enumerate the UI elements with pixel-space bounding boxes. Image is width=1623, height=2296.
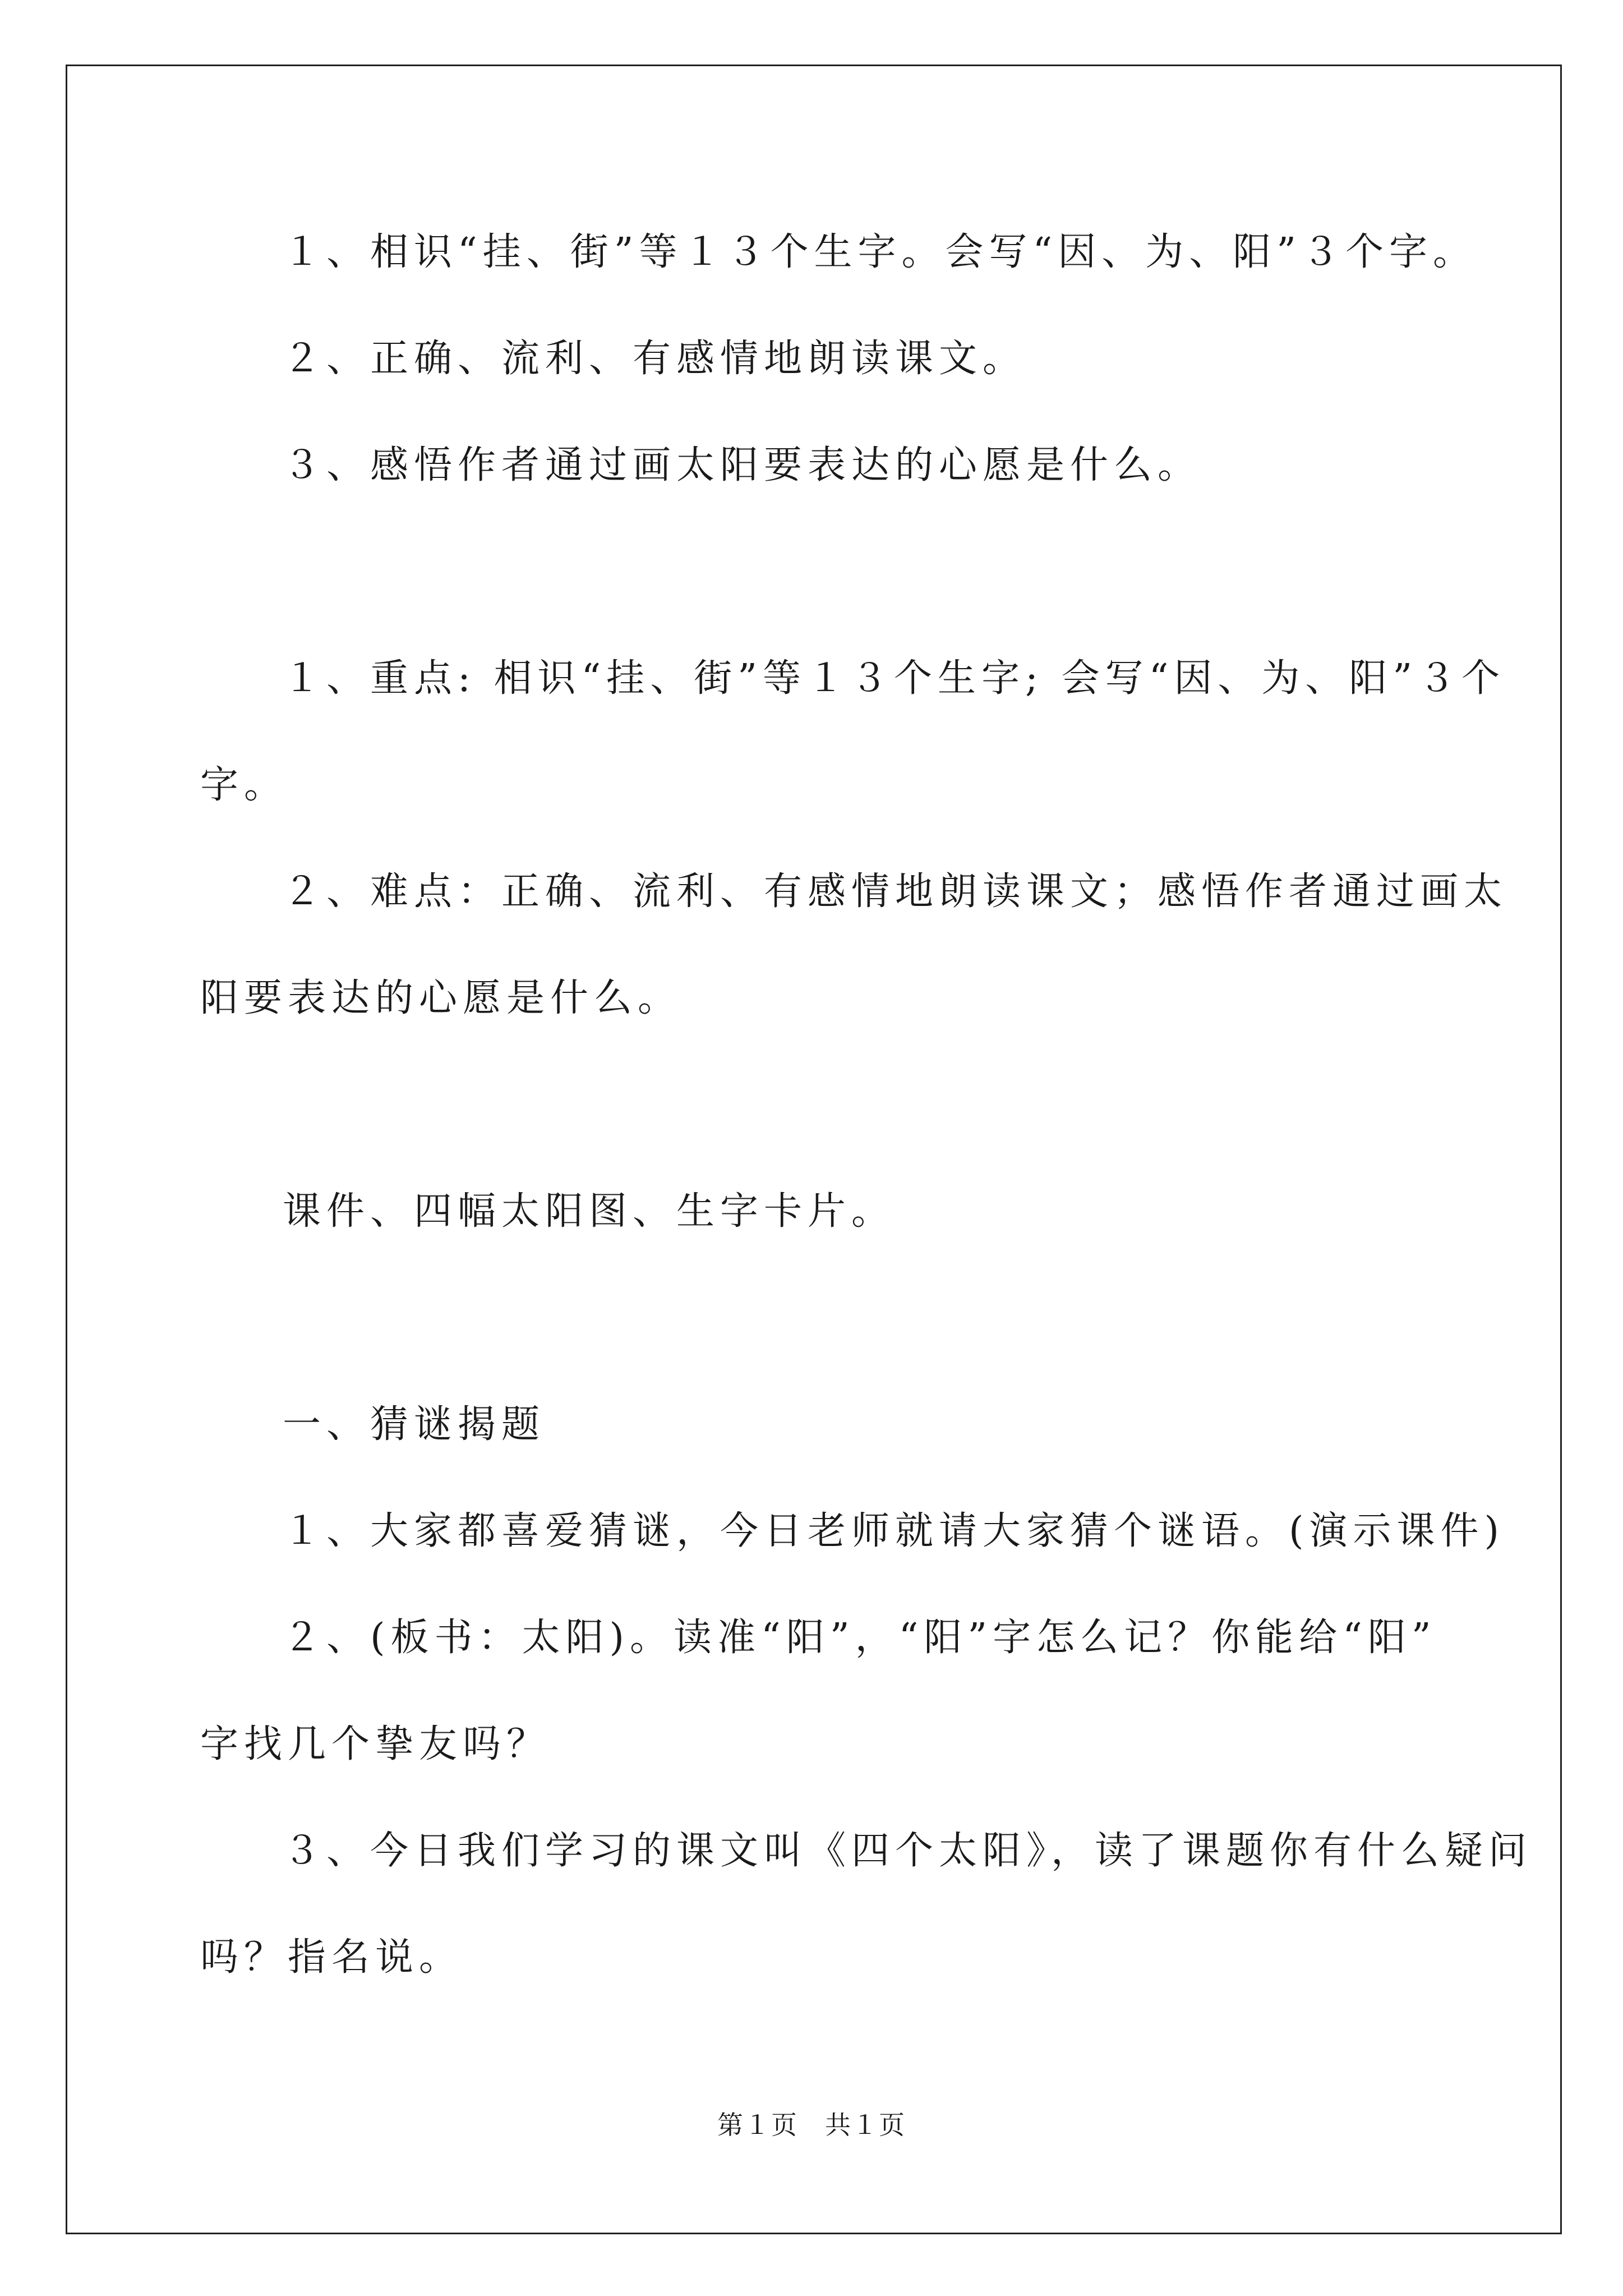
page-footer: 第１页 共１页 xyxy=(717,2110,906,2140)
objective-2: ２、正确、流利、有感情地朗读课文。 xyxy=(283,337,1027,381)
section-title: 一、猜谜揭题 xyxy=(283,1402,546,1447)
objective-3: ３、感悟作者通过画太阳要表达的心愿是什么。 xyxy=(283,443,1202,487)
step-2: ２、(板书：太阳)。读准“阳”，“阳”字怎么记？你能给“阳” xyxy=(283,1616,1437,1660)
page-border xyxy=(66,65,1562,2234)
step-3: ３、今日我们学习的课文叫《四个太阳》，读了课题你有什么疑问 xyxy=(283,1829,1533,1873)
step-1: １、大家都喜爱猜谜，今日老师就请大家猜个谜语。(演示课件) xyxy=(283,1509,1505,1553)
step-2-continued: 字找几个挚友吗？ xyxy=(200,1722,551,1766)
key-point-2: ２、难点：正确、流利、有感情地朗读课文；感悟作者通过画太 xyxy=(283,869,1508,914)
key-point-2-continued: 阳要表达的心愿是什么。 xyxy=(200,976,682,1020)
objective-1: １、相识“挂、街”等１３个生字。会写“因、为、阳”３个字。 xyxy=(283,230,1477,274)
key-point-1-continued: 字。 xyxy=(200,763,288,807)
key-point-1: １、重点: 相识“挂、街”等１３个生字; 会写“因、为、阳”３个 xyxy=(283,656,1506,701)
step-3-continued: 吗？指名说。 xyxy=(200,1935,463,1980)
teaching-materials: 课件、四幅太阳图、生字卡片。 xyxy=(283,1189,896,1234)
